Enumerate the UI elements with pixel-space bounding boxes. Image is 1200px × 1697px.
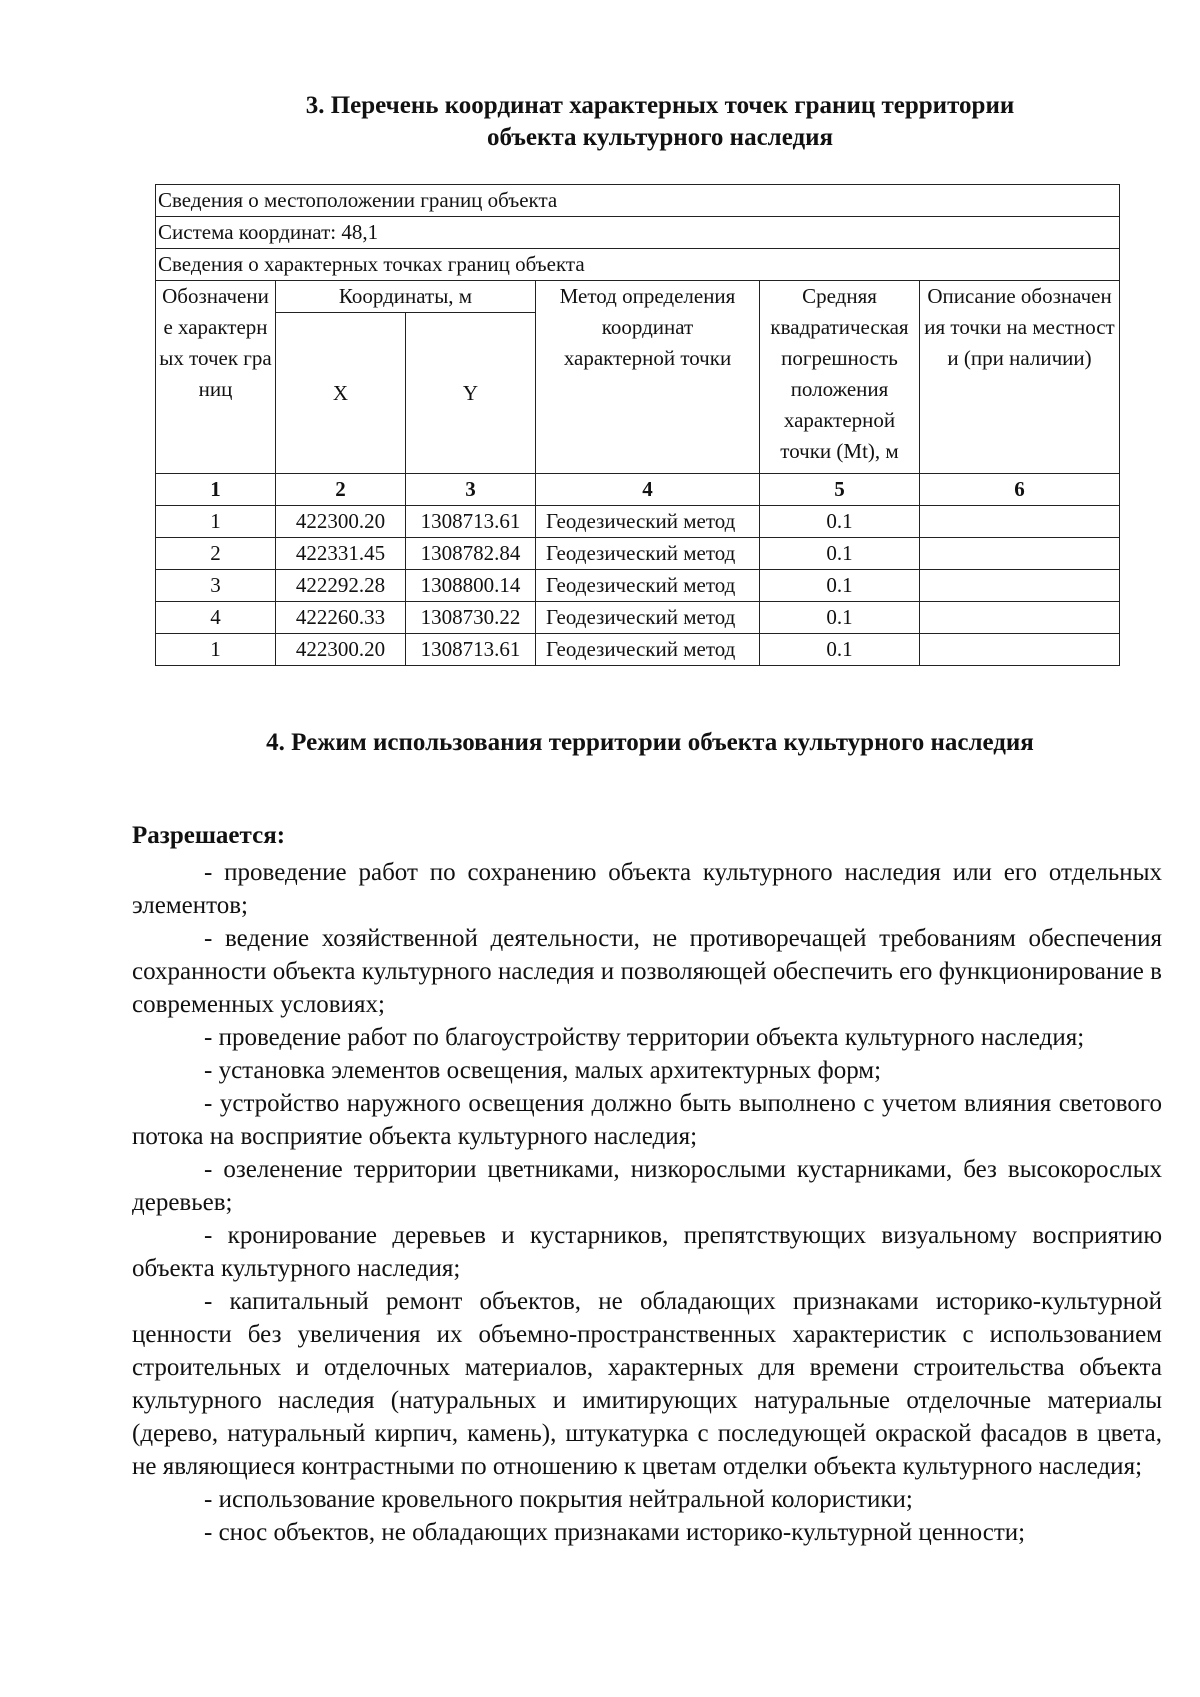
list-item: - установка элементов освещения, малых архитектурных форм; xyxy=(204,1057,882,1084)
table-row xyxy=(156,570,1120,602)
cell-point: 1 xyxy=(156,634,276,666)
cell-y: 1308782.84 xyxy=(406,538,536,570)
list-item: - проведение работ по благоустройству территории объекта культурного наследия; xyxy=(204,1024,1085,1051)
list-item: - озеленение территории цветниками, низкорослыми кустарниками, без высокорослых деревьев; xyxy=(132,1156,1162,1216)
cell-description xyxy=(920,602,1120,634)
cell-description xyxy=(920,634,1120,666)
table-info-location: Сведения о местоположении границ объекта xyxy=(156,185,1120,217)
cell-x: 422300.20 xyxy=(276,506,406,538)
table-row xyxy=(156,538,1120,570)
cell-error: 0.1 xyxy=(760,634,920,666)
header-coordinates: Координаты, м xyxy=(276,281,536,313)
cell-y: 1308800.14 xyxy=(406,570,536,602)
cell-method: Геодезический метод xyxy=(536,634,760,666)
table-row xyxy=(156,634,1120,666)
cell-error: 0.1 xyxy=(760,602,920,634)
header-designation: Обозначение характерных точек границ xyxy=(156,281,276,474)
section-3-title-line-2: объекта культурного наследия xyxy=(486,124,834,151)
header-description: Описание обозначения точки на местности (при наличии) xyxy=(920,281,1120,474)
cell-description xyxy=(920,538,1120,570)
header-x: X xyxy=(276,313,406,474)
cell-method: Геодезический метод xyxy=(536,506,760,538)
list-item: - кронирование деревьев и кустарников, препятствующих визуальному восприятию объекта культурного наследия; xyxy=(132,1222,1162,1282)
cell-method: Геодезический метод xyxy=(536,570,760,602)
cell-y: 1308713.61 xyxy=(406,634,536,666)
list-item: - капитальный ремонт объектов, не обладающих признаками историко-культурной ценности без увеличения их объемно-пространственных характеристик с использованием строительных и отделочных материалов, характерных для времени строительства объекта культурного наследия (натуральных и имитирующих натуральные отделочные материалы (дерево, натуральный кирпич, камень), штукатурка с последующей окраской фасадов в цвета, не являющиеся контрастными по отношению к цветам отделки объекта культурного наследия; xyxy=(132,1288,1162,1480)
list-item: - ведение хозяйственной деятельности, не противоречащей требованиям обеспечения сохранности объекта культурного наследия и позволяющей обеспечить его функционирование в современных условиях; xyxy=(132,925,1162,1018)
cell-error: 0.1 xyxy=(760,570,920,602)
header-error: Средняя квадратическая погрешность положения характерной точки (Mt), м xyxy=(760,281,920,474)
section-3-title-line-1: 3. Перечень координат характерных точек границ территории xyxy=(305,92,1015,119)
cell-x: 422300.20 xyxy=(276,634,406,666)
section-3-title xyxy=(200,90,1120,154)
allowed-list xyxy=(132,856,1162,1549)
cell-x: 422292.28 xyxy=(276,570,406,602)
table-row xyxy=(156,602,1120,634)
cell-description xyxy=(920,570,1120,602)
cell-point: 4 xyxy=(156,602,276,634)
column-number-4: 4 xyxy=(536,474,760,506)
header-method: Метод определения координат характерной точки xyxy=(536,281,760,474)
list-item: - устройство наружного освещения должно быть выполнено с учетом влияния светового потока на восприятие объекта культурного наследия; xyxy=(132,1090,1162,1150)
table-info-points: Сведения о характерных точках границ объекта xyxy=(156,249,1120,281)
column-number-6: 6 xyxy=(920,474,1120,506)
list-item: - использование кровельного покрытия нейтральной колористики; xyxy=(204,1486,913,1513)
column-number-5: 5 xyxy=(760,474,920,506)
cell-x: 422331.45 xyxy=(276,538,406,570)
cell-description xyxy=(920,506,1120,538)
cell-point: 3 xyxy=(156,570,276,602)
cell-error: 0.1 xyxy=(760,538,920,570)
section-4-title: 4. Режим использования территории объекта культурного наследия xyxy=(266,729,1034,756)
coordinates-table xyxy=(155,184,1120,666)
allowed-heading: Разрешается: xyxy=(132,822,286,849)
column-number-2: 2 xyxy=(276,474,406,506)
cell-y: 1308713.61 xyxy=(406,506,536,538)
list-item: - снос объектов, не обладающих признаками историко-культурной ценности; xyxy=(204,1519,1026,1546)
column-number-1: 1 xyxy=(156,474,276,506)
cell-method: Геодезический метод xyxy=(536,538,760,570)
cell-y: 1308730.22 xyxy=(406,602,536,634)
cell-method: Геодезический метод xyxy=(536,602,760,634)
list-item: - проведение работ по сохранению объекта культурного наследия или его отдельных элементов; xyxy=(132,859,1162,919)
cell-error: 0.1 xyxy=(760,506,920,538)
cell-point: 2 xyxy=(156,538,276,570)
cell-x: 422260.33 xyxy=(276,602,406,634)
table-row xyxy=(156,506,1120,538)
column-number-3: 3 xyxy=(406,474,536,506)
header-y: Y xyxy=(406,313,536,474)
cell-point: 1 xyxy=(156,506,276,538)
table-info-coordinate-system: Система координат: 48,1 xyxy=(156,217,1120,249)
